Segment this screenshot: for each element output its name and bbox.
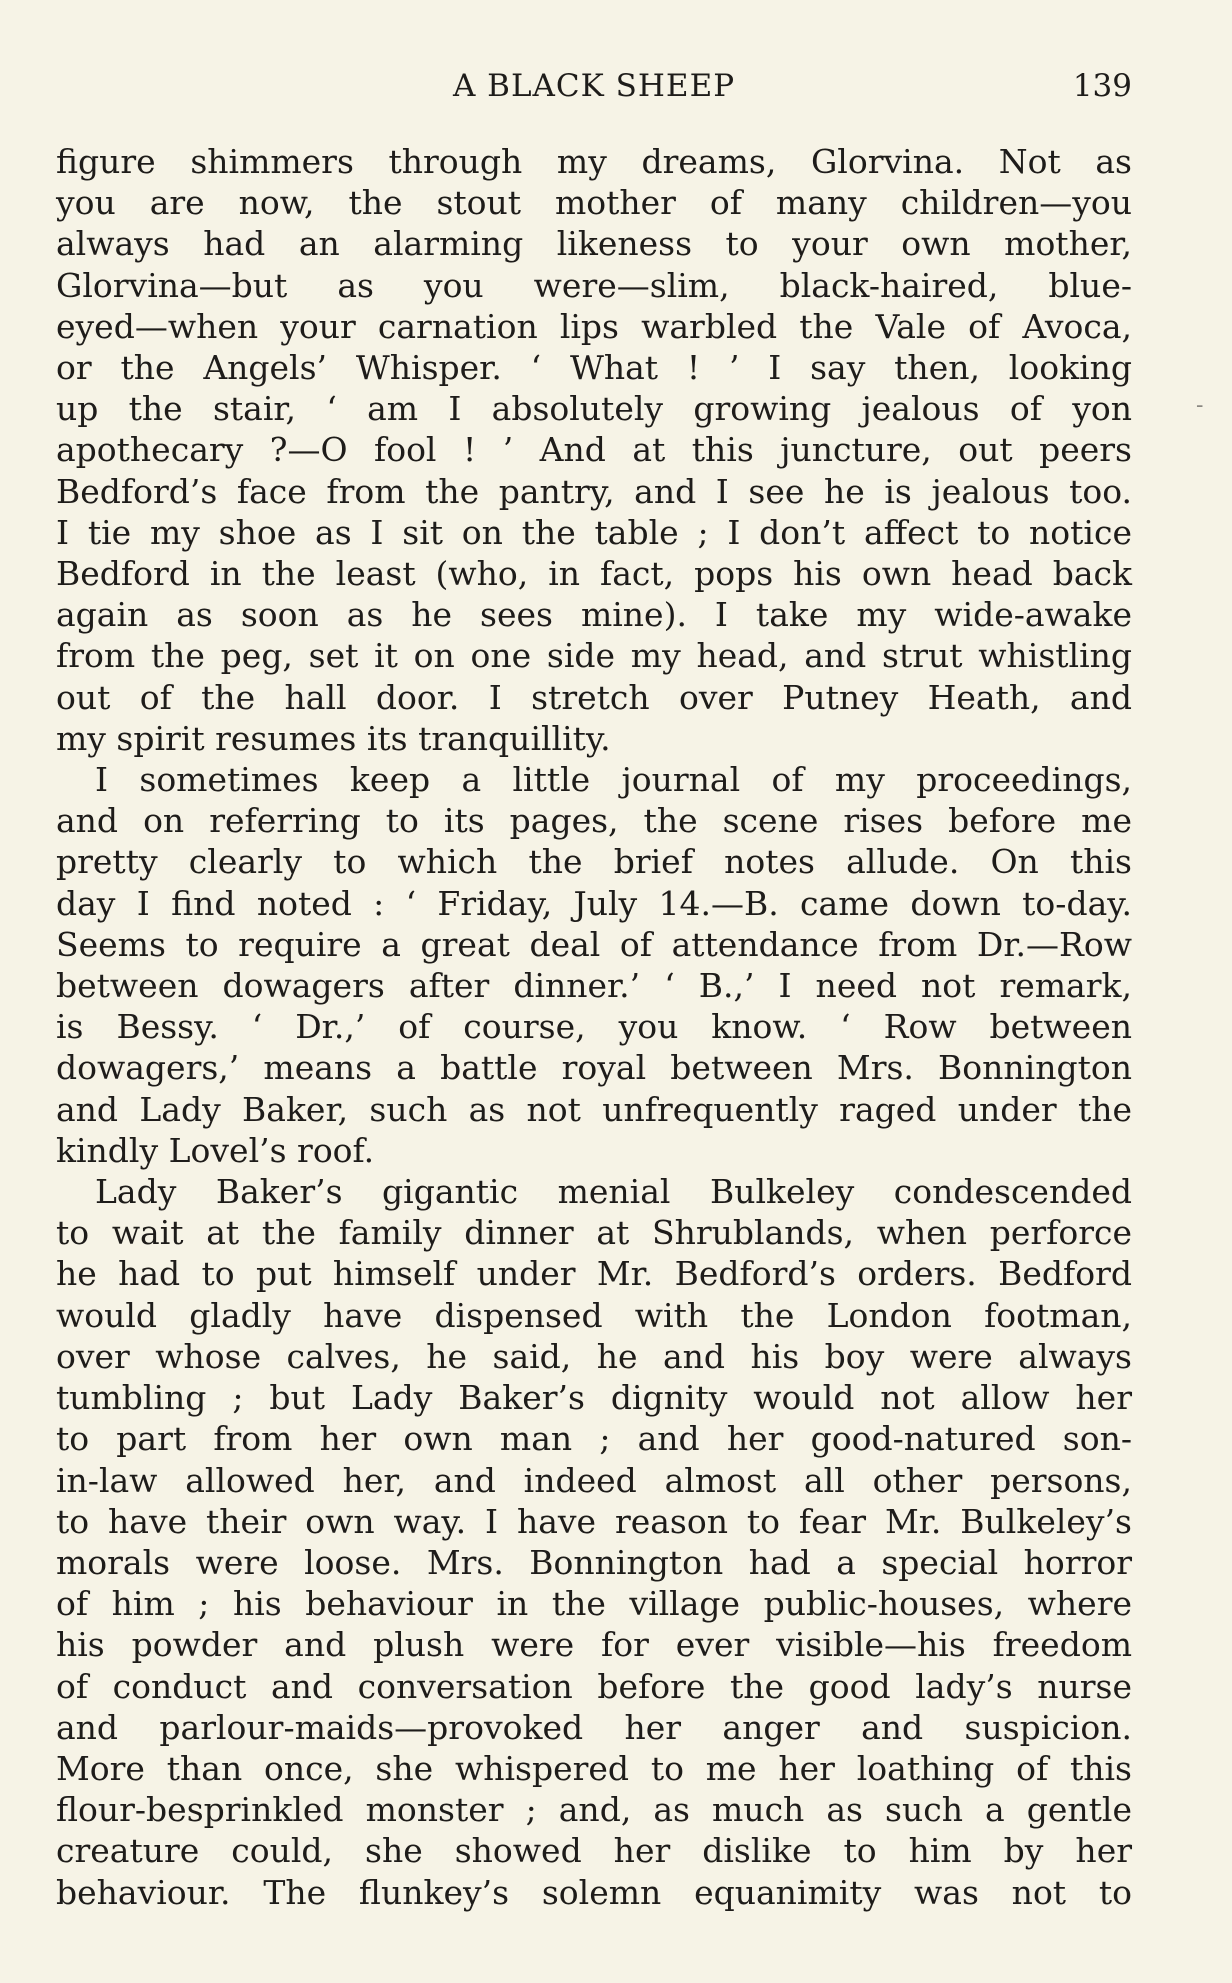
text-line: More than once, she whispered to me her loathing of this bbox=[56, 1748, 1132, 1788]
page-number: 139 bbox=[1072, 68, 1132, 104]
text-line: behaviour. The flunkey’s solemn equanimity was not to bbox=[56, 1872, 1132, 1912]
text-line: he had to put himself under Mr. Bedford’s orders. Bedford bbox=[56, 1254, 1132, 1294]
text-line: creature could, she showed her dislike to him by her bbox=[56, 1831, 1132, 1871]
text-line: between dowagers after dinner.’ ‘ B.,’ I need not remark, bbox=[56, 966, 1132, 1006]
text-line: to wait at the family dinner at Shrublands, when perforce bbox=[56, 1213, 1132, 1253]
text-line: dowagers,’ means a battle royal between Mrs. Bonnington bbox=[56, 1048, 1132, 1088]
text-line: Bedford in the least (who, in fact, pops his own head back bbox=[56, 554, 1132, 594]
text-line: or the Angels’ Whisper. ‘ What ! ’ I say then, looking bbox=[56, 348, 1132, 388]
text-line: flour-besprinkled monster ; and, as much as such a gentle bbox=[56, 1790, 1132, 1830]
text-line: morals were loose. Mrs. Bonnington had a special horror bbox=[56, 1542, 1132, 1582]
text-line: and Lady Baker, such as not unfrequently raged under the bbox=[56, 1089, 1132, 1129]
text-line: and parlour-maids—provoked her anger and suspicion. bbox=[56, 1707, 1132, 1747]
text-line: over whose calves, he said, he and his boy were always bbox=[56, 1336, 1132, 1376]
text-line: and on referring to its pages, the scene rises before me bbox=[56, 801, 1132, 841]
margin-mark: - bbox=[1196, 393, 1204, 418]
text-line: Bedford’s face from the pantry, and I see he is jealous too. bbox=[56, 471, 1132, 511]
text-line: day I find noted : ‘ Friday, July 14.—B. came down to-day. bbox=[56, 883, 1132, 923]
text-line: is Bessy. ‘ Dr.,’ of course, you know. ‘ Row between bbox=[56, 1007, 1132, 1047]
text-line: kindly Lovel’s roof. bbox=[56, 1130, 375, 1170]
text-line: again as soon as he sees mine). I take my wide-awake bbox=[56, 595, 1132, 635]
text-line: Glorvina—but as you were—slim, black-haired, blue- bbox=[56, 265, 1132, 305]
text-line: Seems to require a great deal of attendance from Dr.—Row bbox=[56, 924, 1132, 964]
page-header bbox=[56, 66, 1132, 112]
text-line: I tie my shoe as I sit on the table ; I don’t affect to notice bbox=[56, 512, 1132, 552]
text-line: always had an alarming likeness to your own mother, bbox=[56, 224, 1132, 264]
text-line: my spirit resumes its tranquillity. bbox=[56, 718, 611, 758]
text-line: apothecary ?—O fool ! ’ And at this juncture, out peers bbox=[56, 430, 1132, 470]
text-line: pretty clearly to which the brief notes allude. On this bbox=[56, 842, 1132, 882]
text-line: you are now, the stout mother of many children—you bbox=[56, 183, 1132, 223]
text-line: of conduct and conversation before the good lady’s nurse bbox=[56, 1666, 1132, 1706]
text-line: out of the hall door. I stretch over Putney Heath, and bbox=[56, 677, 1132, 717]
text-line: figure shimmers through my dreams, Glorvina. Not as bbox=[56, 142, 1132, 181]
text-line: eyed—when your carnation lips warbled the Vale of Avoca, bbox=[56, 306, 1132, 346]
text-line: tumbling ; but Lady Baker’s dignity would not allow her bbox=[56, 1378, 1132, 1418]
text-line: from the peg, set it on one side my head, and strut whistling bbox=[56, 636, 1132, 676]
text-line: to have their own way. I have reason to fear Mr. Bulkeley’s bbox=[56, 1501, 1132, 1541]
text-line: his powder and plush were for ever visible—his freedom bbox=[56, 1625, 1132, 1665]
running-title: A BLACK SHEEP bbox=[452, 68, 736, 104]
text-line: to part from her own man ; and her good-natured son- bbox=[56, 1419, 1132, 1459]
text-line: up the stair, ‘ am I absolutely growing jealous of yon bbox=[56, 389, 1132, 429]
text-line: Lady Baker’s gigantic menial Bulkeley condescended bbox=[95, 1172, 1132, 1212]
body-text bbox=[56, 141, 1132, 1913]
text-line: of him ; his behaviour in the village public-houses, where bbox=[56, 1584, 1132, 1624]
text-line: in-law allowed her, and indeed almost all other persons, bbox=[56, 1460, 1132, 1500]
text-line: would gladly have dispensed with the London footman, bbox=[56, 1295, 1132, 1335]
text-line: I sometimes keep a little journal of my proceedings, bbox=[95, 760, 1132, 800]
